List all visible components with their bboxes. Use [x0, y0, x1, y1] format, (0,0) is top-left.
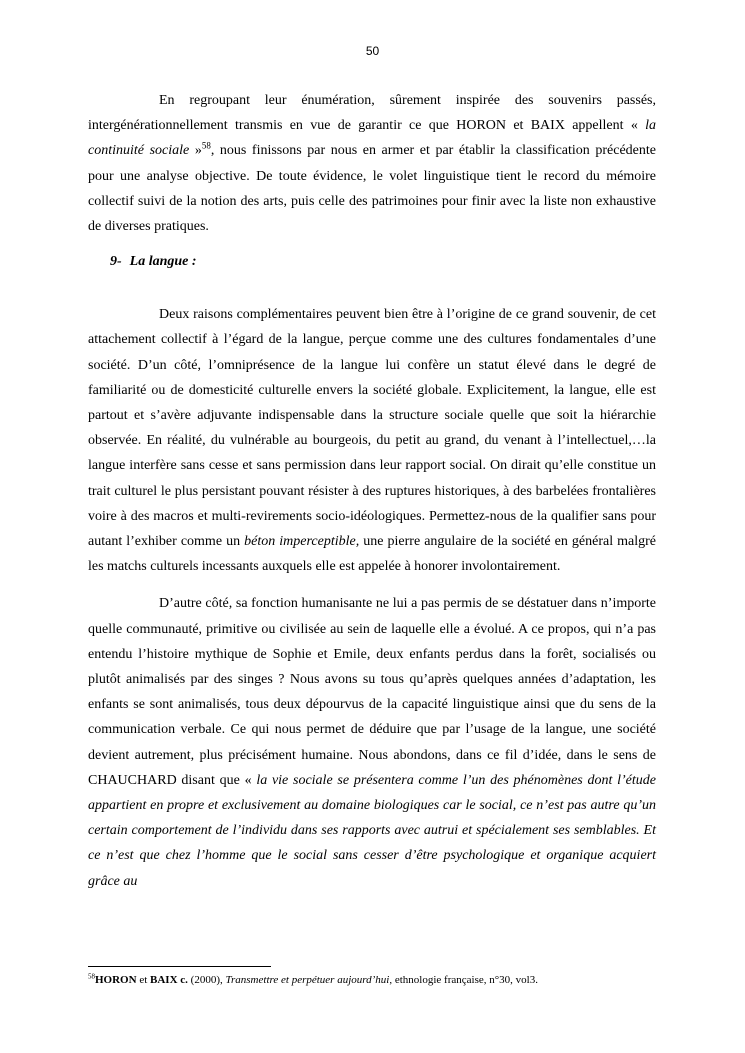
footnote-author: BAIX c.: [150, 974, 188, 986]
section-heading: [110, 249, 656, 274]
section-title: La langue :: [129, 254, 197, 270]
footnote-text: et: [136, 974, 151, 986]
text: , nous finissons par nous en armer et par établir la classification précédente pour une analyse objective. De toute évidence, le volet linguistique tient le record du mémoire collectif suivi de la notion des arts, puis celle des patrimoines pour finir avec la liste non exhaustive de diverses pratiques.: [88, 143, 656, 235]
text: Deux raisons complémentaires peuvent bien être à l’origine de ce grand souvenir, de cet attachement collectif à l’égard de la langue, perçue comme une des cultures fondamentales d’une société. D’un côté, l’omniprésence de la langue lui confère un statut élevé dans le degré de familiarité ou de domesticité culturelle envers la société globale. Explicitement, la langue, elle est partout et s’avère adjuvante indispensable dans la structure sociale quelle que soit la hiérarchie observée. En réalité, du vulnérable au bourgeois, du petit au grand, du venant à l’intellectuel,…la langue interfère sans cesse et sans permission dans leur rapport social. On dirait qu’elle constitue un trait culturel le plus persistant pouvant résister à des ruptures historiques, à des barbelées frontalières voire à des macros et multi-revirements socio-idéologiques. Permettez-nous de la qualifier sans pour autant l’exhiber comme un: [88, 307, 656, 550]
text: D’autre côté, sa fonction humanisante ne lui a pas permis de se déstatuer dans n’importe quelle communauté, primitive ou civilisée au sein de laquelle elle a évolué. A ce propos, qui n’a pas entendu l’histoire mythique de Sophie et Emile, deux enfants perdus dans la forêt, socialisés ou plutôt animalisés par des singes ? Nous avons su tous qu’après quelques années d’adaptation, les enfants se sont animalisés, tous deux dépourvus de la capacité linguistique ainsi que du sens de la communication verbale. Ce qui nous permet de déduire que par l’usage de la langue, une société devient autrement, plus précisément humaine. Nous abondons, dans ce fil d’idée, dans le sens de CHAUCHARD disant que «: [88, 596, 656, 788]
paragraph-langue-1: [88, 302, 656, 579]
section-number: 9-: [110, 254, 122, 270]
footnote-author: HORON: [95, 974, 137, 986]
footnote: [88, 972, 668, 988]
page-number: 50: [365, 44, 380, 58]
page-body: [88, 88, 656, 894]
footnote-text: , ethnologie française, n°30, vol3.: [389, 974, 538, 986]
paragraph-langue-2: [88, 591, 656, 893]
text: une pierre angulaire de la société en général malgré les matchs culturels incessants auxquels elle est appelée à honorer involontairement.: [88, 534, 657, 575]
text: En regroupant leur énumération, sûrement inspirée des souvenirs passés, intergénérationnellement transmis en vue de garantir ce que HORON et BAIX appellent «: [88, 93, 656, 134]
italic-quote: la continuité sociale: [88, 118, 656, 159]
text: »: [189, 143, 202, 159]
italic-phrase: béton imperceptible,: [244, 534, 360, 550]
footnote-number: 58: [88, 972, 95, 981]
footnote-title: Transmettre et perpétuer aujourd’hui: [225, 974, 390, 986]
italic-quote: la vie sociale se présentera comme l’un des phénomènes dont l’étude appartient en propre et exclusivement au domaine biologiques car le social, ce n’est pas autre qu’un certain comportement de l’individu dans ses rapports avec autrui et spécialement ses semblables. Et ce n’est que chez l’homme que le social sans cesser d’être psychologique et organique acquiert grâce au: [88, 772, 656, 889]
footnote-reference[interactable]: 58: [201, 140, 211, 151]
footnote-divider: [88, 966, 271, 967]
paragraph-intro: [88, 88, 656, 239]
footnote-text: (2000),: [187, 974, 226, 986]
